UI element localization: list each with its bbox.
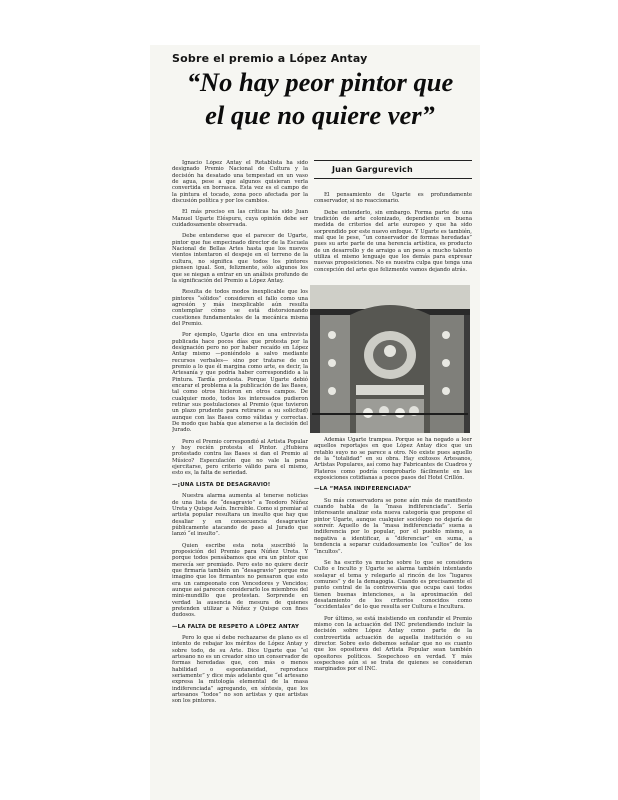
retablo-photo-image <box>310 285 470 433</box>
paragraph: Por último, se está insistiendo en confundir el Premio mismo con la actuación del INC pretendiendo incluir la decisión sobre López Antay como parte de la controvertida actuación de aquella institución o su director. Sobre esto debemos señalar que no es cuanto que los opositores del Artista Popular sean también opositores políticos. Sospechoso en verdad. Y más sospechoso aún si se trata de quienes se consideran marginados por el INC. <box>314 615 472 673</box>
article-headline <box>168 66 472 132</box>
paragraph: Se ha escrito ya mucho sobre lo que se considera Culto e Inculto y Ugarte se alarma también intentando soslayar el tema y relegarlo al rincón de los “lugares comunes” y de la demagogia. Cuando es precisamente el punto central de la controversia que ocupa casi todos tienen buenas intenciones, a la aproximación del desatamiento de los criterios conocidos como “occidentales” de lo que resulta ser Cultura e Incultura. <box>314 559 472 611</box>
headline-line-1: “No hay peor pintor que <box>186 67 454 97</box>
paragraph: Quien escribe esta nota suscribió la proposición del Premio para Núñez Ureta. Y porque todos pensábamos que era un pintor que merecía ser premiado. Pero esto no quiere decir que firmaría también un “desagravio” porque me imagino que los firmantes no pensaron que esto era un campeonato con Vencedores y Vencidos; aunque así parecen considerarlo los miembros del mini-mundillo que protestan. Sorprende en verdad la ausencia de mesura de quienes pretenden utilizar a Núñez y Quispe con fines dudosos. <box>172 542 308 619</box>
paragraph: Su más conservadora se pone aún más de manifiesto cuando habla de la “masa indiferenciada”. Sería interesante analizar esta nueva categoría que propone el pintor Ugarte, aunque cualquier sociólogo no dejaría de sonreír. Aquello de la “masa indiferenciada” suena a indiferencia por lo popular, por el pueblo mismo, a negativa a identificar, a “diferenciar” en suma, a tendencia a separar cuidadosamente los “cultos” de los “incultos”. <box>314 497 472 555</box>
paragraph: Ignacio López Antay el Retablista ha sido designado Premio Nacional de Cultura y la decisión ha desatado una tempestad en un vaso de agua, pese a que algunos quisieran verla convertida en borrasca. Esta vez es el campo de la pintura el tocado, zona poco afectada por la discusión política y por los cambios. <box>172 160 308 205</box>
headline-line-2: el que no quiere ver” <box>205 100 435 130</box>
paragraph: Pero lo que sí debe rechazarse de plano es el intento de rebajar los méritos de López Antay y sobre todo, de su Arte. Dice Ugarte que “el artesano no es un creador sino un conservador de formas heredadas que, con más o menos habilidad o espontaneidad, reproduce seriamente” y dice más adelante que “el artesano expresa la mitología elemental de la masa indiferenciada” agregando, en síntesis, que los artesanos “todos” no son artistas y que artistas son los pintores. <box>172 635 308 705</box>
right-column-bottom <box>314 437 472 795</box>
paragraph: Pero el Premio correspondió al Artista Popular y hoy recién protesta el Pintor. ¿Hubiera protestado contra las Bases si dan el Premio al Músico? Especulación que no vale la pena ejercitarse, pero criterio válido para el mismo, esto es, la falta de seriedad. <box>172 438 308 477</box>
retablo-photo <box>310 285 470 433</box>
left-column <box>172 160 308 792</box>
paragraph: Resulta de todos modos inexplicable que los pintores “sólidos” consideren el fallo como una agresión y más inexplicable aún resulta contemplar cómo se está distorsionando cuestiones fundamentales de la mecánica misma del Premio. <box>172 289 308 327</box>
byline-rule-top <box>314 160 472 161</box>
paragraph: El más preciso en las críticas ha sido Juan Manuel Ugarte Eléspuru, cuya opinión debe ser cuidadosamente observada. <box>172 209 308 229</box>
paragraph: Además Ugarte trampea. Porque se ha negado a leer aquellos reportajes en que López Antay dice que un retablo suyo no se parece a otro. No existe pues aquello de la “totalidad” en su obra. Hay exitosos Artesanos, Artistas Populares, así como hay Fabricantes de Cuadros y Plateros como podría comprobarlo fácilmente en las exposiciones cotidianas a pocos pasos del Hotel Crillón. <box>314 437 472 482</box>
subheading: —LA “MASA INDIFERENCIADA” <box>314 486 412 493</box>
article-kicker: Sobre el premio a López Antay <box>172 52 368 65</box>
byline: Juan Gargurevich <box>332 165 413 174</box>
byline-rule-bottom <box>314 178 472 179</box>
paragraph: Debe entenderlo, sin embargo. Forma parte de una tradición de arte colonizado, dependiente en buena medida de criterios del arte europeo y que ha sido sorprendido por este nuevo enfoque. Y Ugarte es también, mal que le pese, “un conservador de formas heredadas” pues su arte parte de una herencia artística, es producto de un desarrollo y de arraigo a un peso a mucho talento utiliza el mismo lenguaje que los demás para expresar nuevas proposiciones. No es nuestra culpa que tenga una concepción del arte que felizmente vamos dejando atrás. <box>314 209 472 273</box>
paragraph: Debe entenderse que el parecer de Ugarte, pintor que fue empecinado director de la Escuela Nacional de Bellas Artes hasta que los nuevos vientos intentaron el despeje en el terreno de la cultura, no significa que todos los pintores piensen igual. Son, felizmente, sólo algunos los que se niegan a entrar en un análisis profundo de la significación del Premio a López Antay. <box>172 233 308 284</box>
paragraph: Nuestra alarma aumenta al tenerse noticias de una lista de “desagravio” a Teodoro Núñez Ureta y Quispe Asín. Increíble. Como si premiar al artista popular resultara un insulto que hay que desaliar y en consecuencia desagraviar públicamente atacando de paso al Jurado que lanzó “el insulto”. <box>172 493 308 538</box>
paragraph: El pensamiento de Ugarte es profundamente conservador, si no reaccionario. <box>314 192 472 205</box>
subheading: —LA FALTA DE RESPETO A LÓPEZ ANTAY <box>172 623 300 630</box>
subheading: —¡UNA LISTA DE DESAGRAVIO! <box>172 481 271 488</box>
paragraph: Por ejemplo, Ugarte dice en una entrevista publicada hace pocos días que protesta por la designación pero no por haber recaído en López Antay mismo —poniéndolo a salvo mediante recursos verbales— sino por tratarse de un premio a lo que él margina como arte, es decir, la Artesanía y que podría haber correspondido a la Pintura. Tardía protesta. Porque Ugarte debió encarar el problema a la publicación de las Bases, tal como otros hicieron en otros campos. De cualquier modo, todos los interesados pudieron retirar sus postulaciones al Premio (que tuvieron un plazo prudente para retirarse a su solicitud) aunque con las Bases como válidas y correctas. De modo que había que atenerse a la decisión del Jurado. <box>172 332 308 434</box>
